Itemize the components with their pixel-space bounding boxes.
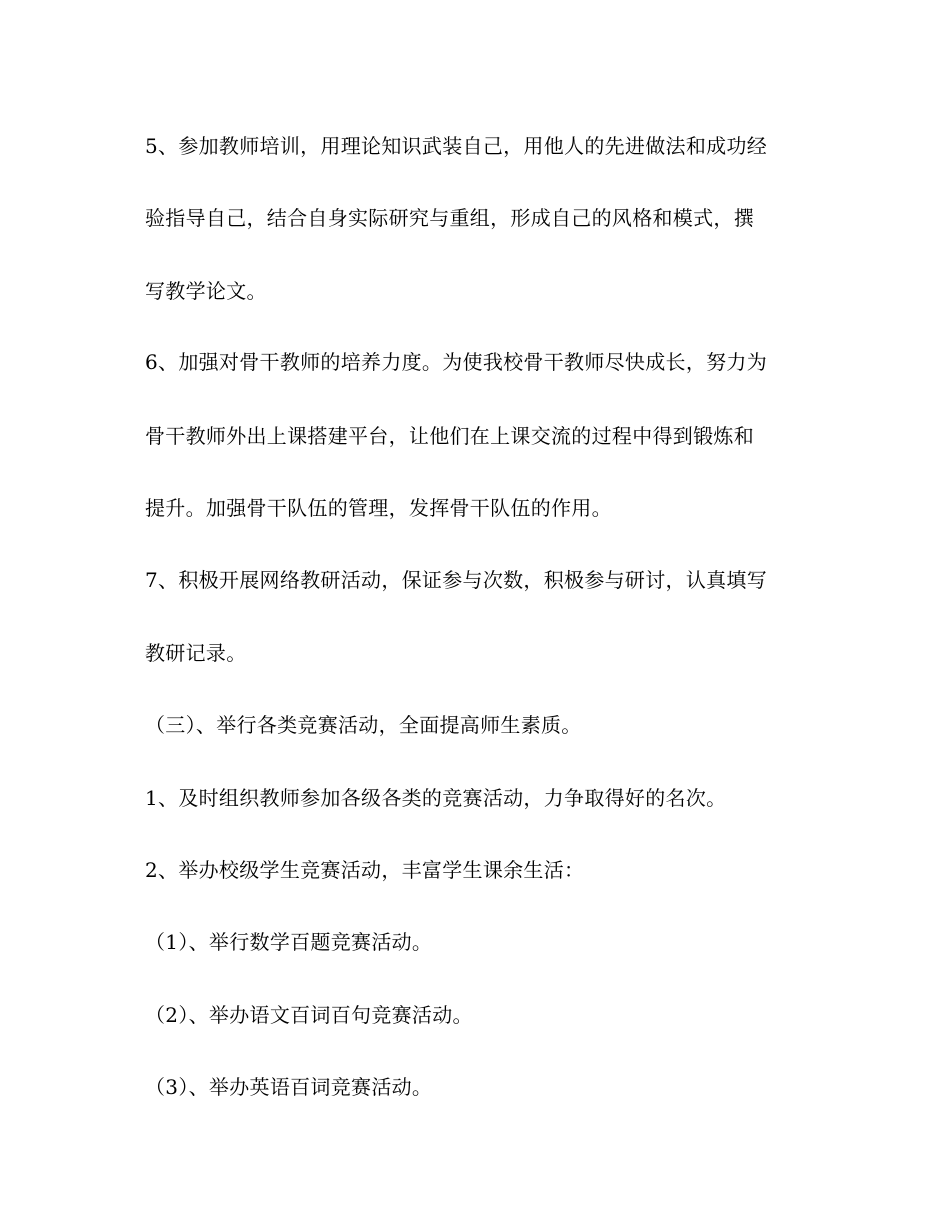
paragraph-line: 验指导自己，结合自身实际研究与重组，形成自己的风格和模式，撰 — [145, 206, 754, 230]
paragraph-line: 写教学论文。 — [145, 279, 267, 303]
paragraph-line: 5、参加教师培训，用理论知识武装自己，用他人的先进做法和成功经 — [145, 134, 768, 158]
list-item: （3）、举办英语百词竞赛活动。 — [145, 1075, 433, 1099]
paragraph-line: 教研记录。 — [145, 641, 247, 665]
paragraph-line: 2、举办校级学生竞赛活动，丰富学生课余生活： — [145, 858, 585, 882]
paragraph-line: 7、积极开展网络教研活动，保证参与次数，积极参与研讨，认真填写 — [145, 568, 768, 592]
list-item: （1）、举行数学百题竞赛活动。 — [145, 930, 433, 954]
paragraph-line: 骨干教师外出上课搭建平台，让他们在上课交流的过程中得到锻炼和 — [145, 424, 754, 448]
section-heading: （三）、举行各类竞赛活动，全面提高师生素质。 — [145, 713, 582, 737]
list-item: （2）、举办语文百词百句竞赛活动。 — [145, 1003, 473, 1027]
paragraph-line: 6、加强对骨干教师的培养力度。为使我校骨干教师尽快成长，努力为 — [145, 350, 768, 374]
paragraph-line: 提升。加强骨干队伍的管理，发挥骨干队伍的作用。 — [145, 496, 612, 520]
paragraph-line: 1、及时组织教师参加各级各类的竞赛活动，力争取得好的名次。 — [145, 786, 727, 810]
